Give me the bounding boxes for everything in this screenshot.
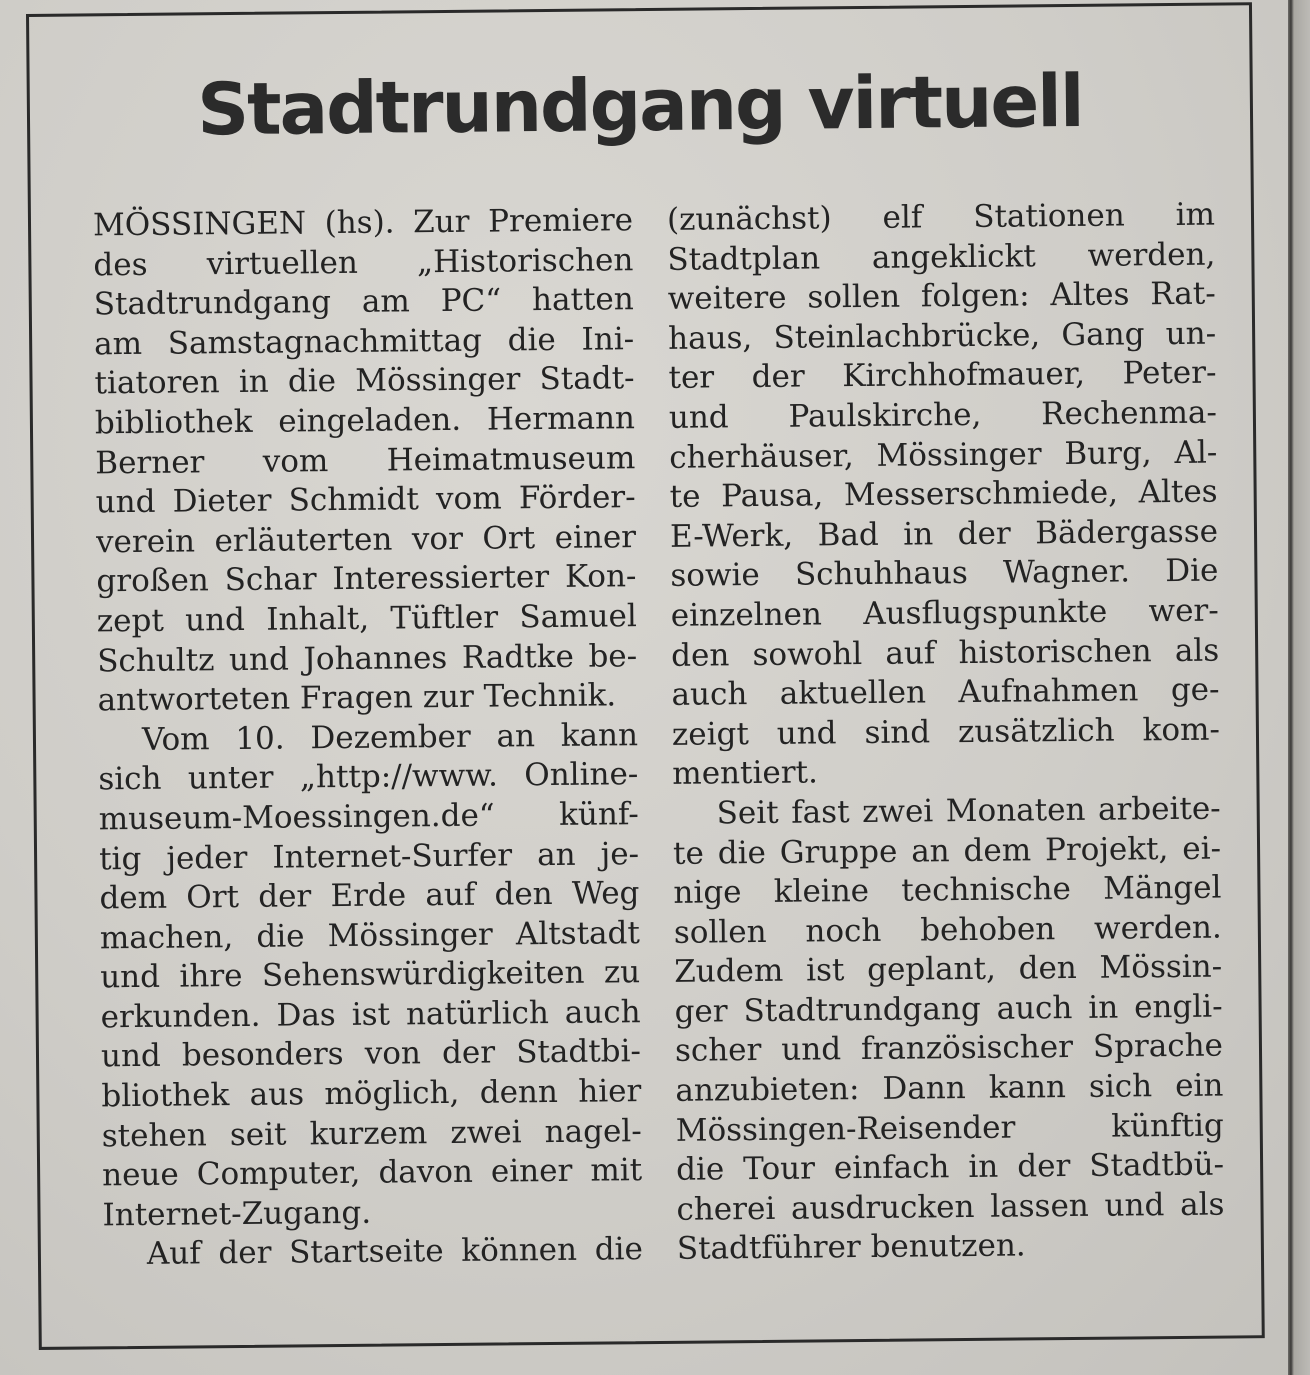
right-column-line: (zunächst) elf Stationen im xyxy=(666,196,1216,238)
left-column-line: neue Computer, davon einer mit xyxy=(101,1152,643,1194)
left-column-line: und Dieter Schmidt vom Förder- xyxy=(95,479,636,521)
left-column-line: Auf der Startseite können die xyxy=(146,1231,644,1273)
right-column-line: ger Stadtrundgang auch in engli- xyxy=(674,988,1223,1030)
adjacent-article-edge xyxy=(1288,0,1310,1375)
right-column-line: Seit fast zwei Monaten arbeite- xyxy=(716,790,1221,832)
left-column-line: tiatoren in die Mössinger Stadt- xyxy=(94,360,635,402)
left-column-line: tig jeder Internet-Surfer an je- xyxy=(98,835,640,877)
left-column-line: museum-Moessingen.de“ künf- xyxy=(98,796,639,838)
right-column-line: und Paulskirche, Rechenma- xyxy=(668,394,1218,436)
article-column-right xyxy=(667,196,1225,1270)
left-column-line: Internet-Zugang. xyxy=(102,1194,372,1234)
left-column-line: stehen seit kurzem zwei nagel- xyxy=(101,1112,642,1154)
left-column-line: des virtuellen „Historischen xyxy=(93,241,634,283)
left-column-line: antworteten Fragen zur Technik. xyxy=(97,677,617,719)
left-column-line: Stadtrundgang am PC“ hatten xyxy=(93,281,634,323)
left-column-line: Berner vom Heimatmuseum xyxy=(95,439,636,481)
right-column-line: sowie Schuhhaus Wagner. Die xyxy=(670,552,1219,595)
left-column-line: dem Ort der Erde auf den Weg xyxy=(99,875,640,917)
right-column-line: Zudem ist geplant, den Mössin- xyxy=(674,948,1223,991)
right-column-line: mentiert. xyxy=(672,754,819,793)
right-column-line: auch aktuellen Aufnahmen ge- xyxy=(671,671,1220,713)
right-column-line: nige kleine technische Mängel xyxy=(673,869,1222,911)
right-column-line: Mössingen-Reisender künftig xyxy=(675,1107,1224,1149)
left-column-line: MÖSSINGEN (hs). Zur Premiere xyxy=(92,202,634,244)
right-column-line: cherei ausdrucken lassen und als xyxy=(676,1186,1225,1228)
right-column-line: anzubieten: Dann kann sich ein xyxy=(675,1067,1224,1109)
left-column-line: Vom 10. Dezember an kann xyxy=(141,716,639,758)
left-column-line: zept und Inhalt, Tüftler Samuel xyxy=(96,598,637,640)
right-column-line: scher und französischer Sprache xyxy=(674,1028,1224,1070)
right-column-line: Stadtplan angeklickt werden, xyxy=(667,236,1216,278)
right-column-line: haus, Steinlachbrücke, Gang un- xyxy=(667,315,1217,357)
article-headline: Stadtrundgang virtuell xyxy=(196,58,1083,152)
left-column-line: sich unter „http://www. Online- xyxy=(98,756,639,798)
right-column-line: Stadtführer benutzen. xyxy=(676,1227,1026,1268)
left-column-line: verein erläuterten vor Ort einer xyxy=(95,518,637,561)
left-column-line: erkunden. Das ist natürlich auch xyxy=(100,994,641,1036)
left-column-line: und besonders von der Stadtbi- xyxy=(100,1033,642,1075)
right-column-line: E-Werk, Bad in der Bädergasse xyxy=(669,513,1219,555)
left-column-line: Schultz und Johannes Radtke be- xyxy=(97,637,638,679)
left-column-line: machen, die Mössinger Altstadt xyxy=(99,914,641,957)
left-column-line: bibliothek eingeladen. Hermann xyxy=(94,400,636,442)
right-column-line: die Tour einfach in der Stadtbü- xyxy=(675,1146,1225,1189)
right-column-line: weitere sollen folgen: Altes Rat- xyxy=(667,275,1216,318)
right-column-line: zeigt und sind zusätzlich kom- xyxy=(671,711,1221,753)
right-column-line: sollen noch behoben werden. xyxy=(673,909,1222,951)
right-column-line: te die Gruppe an dem Projekt, ei- xyxy=(672,830,1222,872)
left-column-line: am Samstagnachmittag die Ini- xyxy=(93,320,635,363)
right-column-line: einzelnen Ausflugspunkte wer- xyxy=(670,592,1219,634)
right-column-line: den sowohl auf historischen als xyxy=(671,632,1220,674)
left-column-line: großen Schar Interessierter Kon- xyxy=(96,558,637,600)
right-column-line: cherhäuser, Mössinger Burg, Al- xyxy=(669,434,1218,476)
left-column-line: und ihre Sehenswürdigkeiten zu xyxy=(100,954,641,996)
left-column-line: bliothek aus möglich, denn hier xyxy=(101,1073,642,1115)
article-frame xyxy=(26,2,1265,1350)
article-column-left xyxy=(93,201,643,1275)
right-column-line: ter der Kirchhofmauer, Peter- xyxy=(668,354,1217,397)
right-column-line: te Pausa, Messerschmiede, Altes xyxy=(669,473,1218,515)
